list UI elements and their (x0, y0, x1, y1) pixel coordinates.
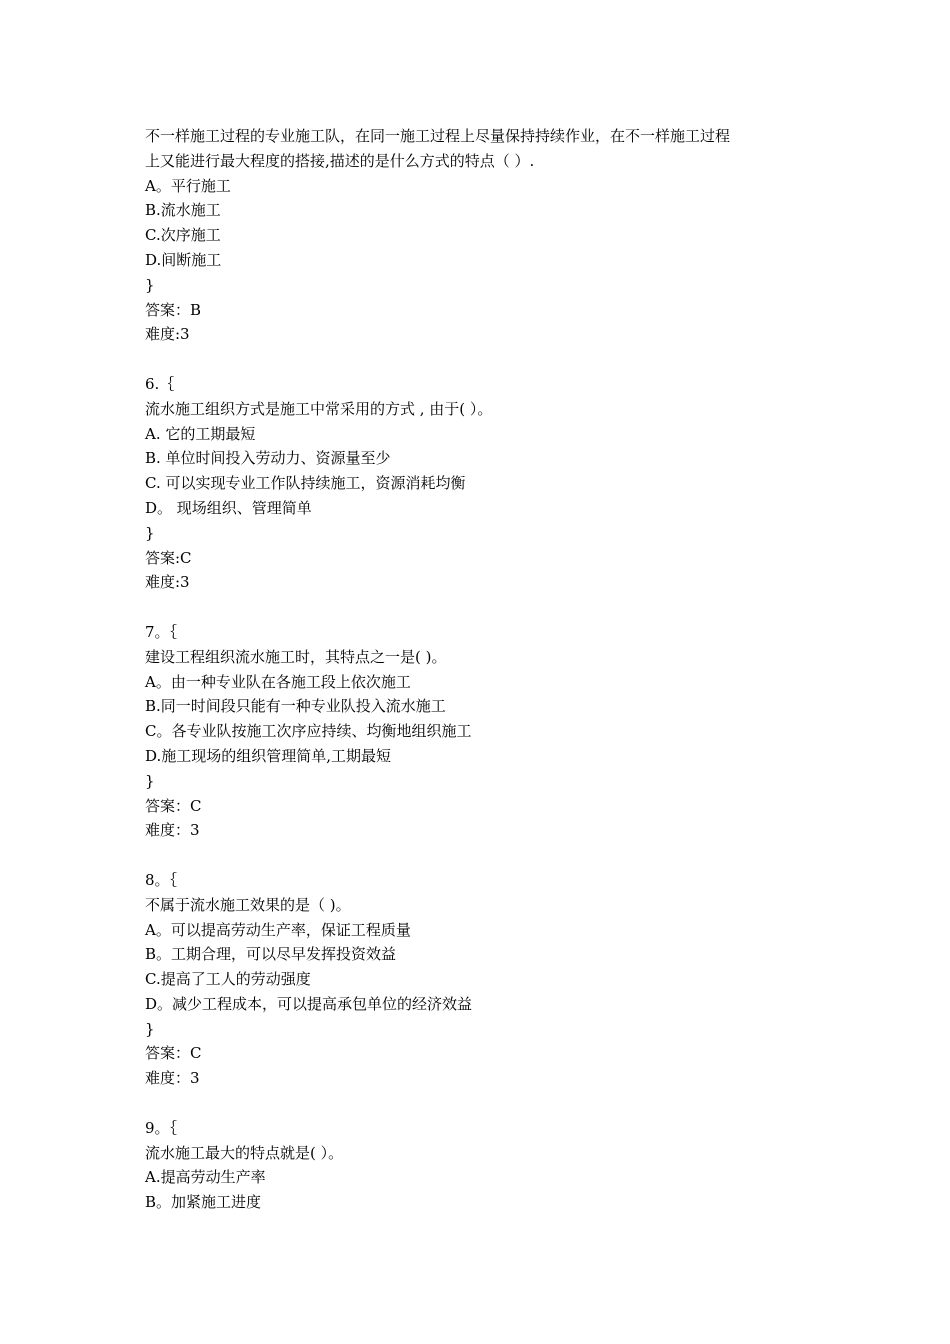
option-d: D.施工现场的组织管理简单,工期最短 (145, 746, 392, 765)
question-text-line: 流水施工最大的特点就是( ）。 (145, 1143, 344, 1162)
option-a: A。由一种专业队在各施工段上依次施工 (145, 672, 411, 691)
question-text-line: 流水施工组织方式是施工中常采用的方式 , 由于( ）。 (145, 399, 493, 418)
closing-brace: } (145, 771, 155, 790)
question-block (145, 868, 825, 1091)
option-a: A. 它的工期最短 (145, 424, 256, 443)
option-c: C. 可以实现专业工作队持续施工，资源消耗均衡 (145, 474, 466, 493)
question-block (145, 124, 825, 347)
block-spacer (145, 595, 825, 620)
difficulty-line: 难度：3 (145, 1069, 200, 1088)
answer-line: 答案：C (145, 1044, 202, 1063)
option-b: B。加紧施工进度 (145, 1193, 262, 1212)
option-a: A.提高劳动生产率 (145, 1168, 266, 1187)
closing-brace: } (145, 275, 155, 294)
answer-line: 答案：B (145, 300, 202, 319)
question-number: 7。｛ (145, 622, 178, 641)
answer-line: 答案:C (145, 548, 192, 567)
difficulty-line: 难度:3 (145, 573, 190, 592)
closing-brace: } (145, 1019, 155, 1038)
option-b: B.同一时间段只能有一种专业队投入流水施工 (145, 697, 446, 716)
option-b: B. 单位时间投入劳动力、资源量至少 (145, 449, 391, 468)
question-block (145, 620, 825, 843)
difficulty-line: 难度：3 (145, 821, 200, 840)
option-b: B.流水施工 (145, 201, 221, 220)
question-number: 9。｛ (145, 1118, 178, 1137)
option-c: C.次序施工 (145, 226, 221, 245)
option-d: D。 现场组织、管理简单 (145, 498, 312, 517)
question-number: 8。｛ (145, 870, 178, 889)
question-text-line: 建设工程组织流水施工时，其特点之一是( )。 (145, 647, 447, 666)
option-d: D。减少工程成本，可以提高承包单位的经济效益 (145, 994, 473, 1013)
answer-line: 答案：C (145, 796, 202, 815)
difficulty-line: 难度:3 (145, 325, 190, 344)
block-spacer (145, 347, 825, 372)
question-text-line: 不一样施工过程的专业施工队，在同一施工过程上尽量保持持续作业，在不一样施工过程 (145, 127, 731, 145)
block-spacer (145, 843, 825, 868)
block-spacer (145, 1091, 825, 1116)
option-a: A。平行施工 (145, 176, 231, 195)
option-c: C。各专业队按施工次序应持续、均衡地组织施工 (145, 722, 472, 741)
question-number: 6.｛ (145, 374, 175, 393)
option-d: D.间断施工 (145, 250, 222, 269)
question-text-line: 上又能进行最大程度的搭接,描述的是什么方式的特点（ ）. (145, 151, 535, 170)
question-block (145, 372, 825, 595)
question-text-line: 不属于流水施工效果的是（ )。 (145, 895, 351, 914)
option-c: C.提高了工人的劳动强度 (145, 970, 311, 989)
document-page (145, 124, 825, 1215)
option-a: A。可以提高劳动生产率，保证工程质量 (145, 920, 411, 939)
option-b: B。工期合理，可以尽早发挥投资效益 (145, 945, 397, 964)
question-block (145, 1116, 825, 1215)
closing-brace: } (145, 523, 155, 542)
